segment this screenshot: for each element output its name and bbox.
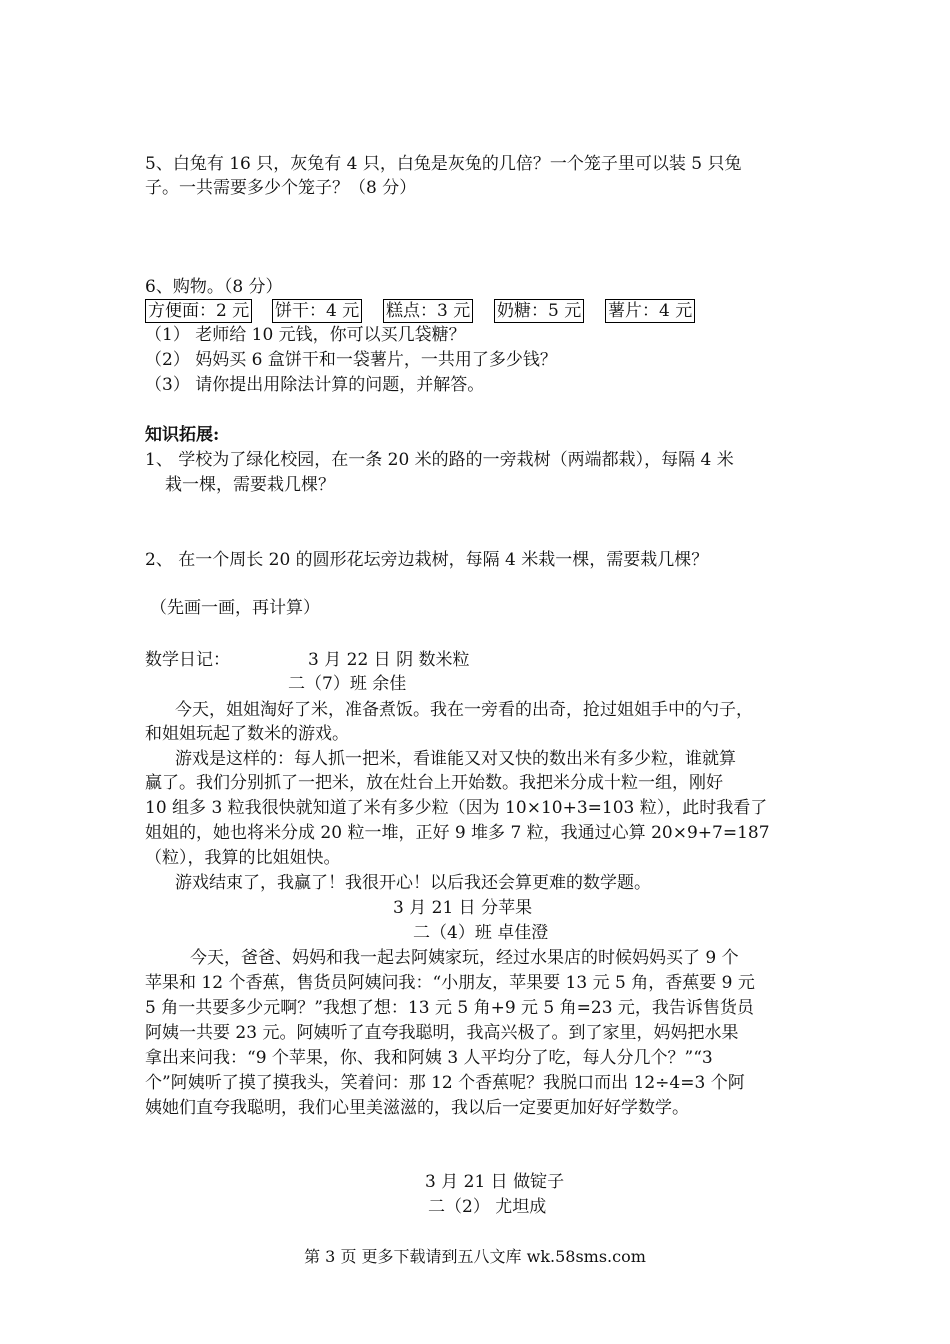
diary1-line: 姐姐的，她也将米分成 20 粒一堆，正好 9 堆多 7 粒，我通过心算 20×9+7=187 [145, 823, 770, 843]
diary2-line: 个”阿姨听了摸了摸我头，笑着问：那 12 个香蕉呢？我脱口而出 12÷4=3 个阿 [145, 1073, 745, 1093]
diary2-line: 阿姨一共要 23 元。阿姨听了直夸我聪明，我高兴极了。到了家里，妈妈把水果 [145, 1023, 739, 1043]
q5-line2: 子。一共需要多少个笼子？（8 分） [145, 178, 417, 198]
diary1-line: 今天，姐姐淘好了米，准备煮饭。我在一旁看的出奇，抢过姐姐手中的勺子， [175, 700, 753, 720]
diary1-title: 3 月 22 日 阴 数米粒 [308, 650, 470, 670]
diary2-author: 二（4）班 卓佳澄 [413, 923, 549, 943]
extension-heading: 知识拓展: [145, 425, 220, 445]
diary3-title: 3 月 21 日 做锭子 [425, 1172, 565, 1192]
q6-title: 6、购物。（8 分） [145, 277, 283, 297]
diary2-line: 今天，爸爸、妈妈和我一起去阿姨家玩，经过水果店的时候妈妈买了 9 个 [190, 948, 739, 968]
diary2-line: 姨她们直夸我聪明，我们心里美滋滋的，我以后一定要更加好好学数学。 [145, 1098, 689, 1118]
diary1-line: 和姐姐玩起了数米的游戏。 [145, 724, 349, 744]
q6-sub-2: （2） 妈妈买 6 盒饼干和一袋薯片，一共用了多少钱？ [145, 350, 557, 370]
diary1-line: 游戏是这样的：每人抓一把米，看谁能又对又快的数出米有多少粒，谁就算 [175, 749, 736, 769]
q6-sub-1: （1） 老师给 10 元钱，你可以买几袋糖？ [145, 325, 466, 345]
extension-p2-note: （先画一画，再计算） [150, 598, 320, 618]
q6-sub-3: （3） 请你提出用除法计算的问题，并解答。 [145, 375, 485, 395]
q5-line1: 5、白兔有 16 只，灰兔有 4 只，白兔是灰兔的几倍？一个笼子里可以装 5 只兔 [145, 154, 742, 174]
diary2-title: 3 月 21 日 分苹果 [393, 898, 533, 918]
diary3-author: 二（2） 尤坦成 [428, 1197, 547, 1217]
diary2-line: 苹果和 12 个香蕉，售货员阿姨问我：“小朋友，苹果要 13 元 5 角，香蕉要 9 元 [145, 973, 755, 993]
extension-p1-line2: 栽一棵，需要栽几棵？ [165, 475, 335, 495]
diary1-line: 游戏结束了，我赢了！我很开心！以后我还会算更难的数学题。 [175, 873, 651, 893]
diary1-line: 赢了。我们分别抓了一把米，放在灶台上开始数。我把米分成十粒一组，刚好 [145, 773, 723, 793]
price-item-chips: 薯片：4 元 [605, 299, 695, 323]
page-footer: 第 3 页 更多下载请到五八文库 wk.58sms.com [304, 1247, 646, 1266]
extension-p2: 2、 在一个周长 20 的圆形花坛旁边栽树，每隔 4 米栽一棵，需要栽几棵？ [145, 550, 709, 570]
price-item-candy: 奶糖：5 元 [494, 299, 584, 323]
diary2-line: 5 角一共要多少元啊？”我想了想：13 元 5 角+9 元 5 角=23 元，我告诉售货员 [145, 998, 754, 1018]
diary1-author: 二（7）班 余佳 [288, 674, 407, 694]
diary2-line: 拿出来问我：“9 个苹果，你、我和阿姨 3 人平均分了吃，每人分几个？”“3 [145, 1048, 713, 1068]
diary-label: 数学日记： [145, 650, 230, 670]
diary1-line: 10 组多 3 粒我很快就知道了米有多少粒（因为 10×10+3=103 粒），此时我看了 [145, 798, 768, 818]
extension-p1-line1: 1、 学校为了绿化校园，在一条 20 米的路的一旁栽树（两端都栽），每隔 4 米 [145, 450, 734, 470]
price-item-cake: 糕点：3 元 [383, 299, 473, 323]
price-item-instant-noodles: 方便面：2 元 [145, 299, 252, 323]
diary1-line: （粒），我算的比姐姐快。 [145, 848, 341, 868]
price-item-biscuits: 饼干：4 元 [272, 299, 362, 323]
